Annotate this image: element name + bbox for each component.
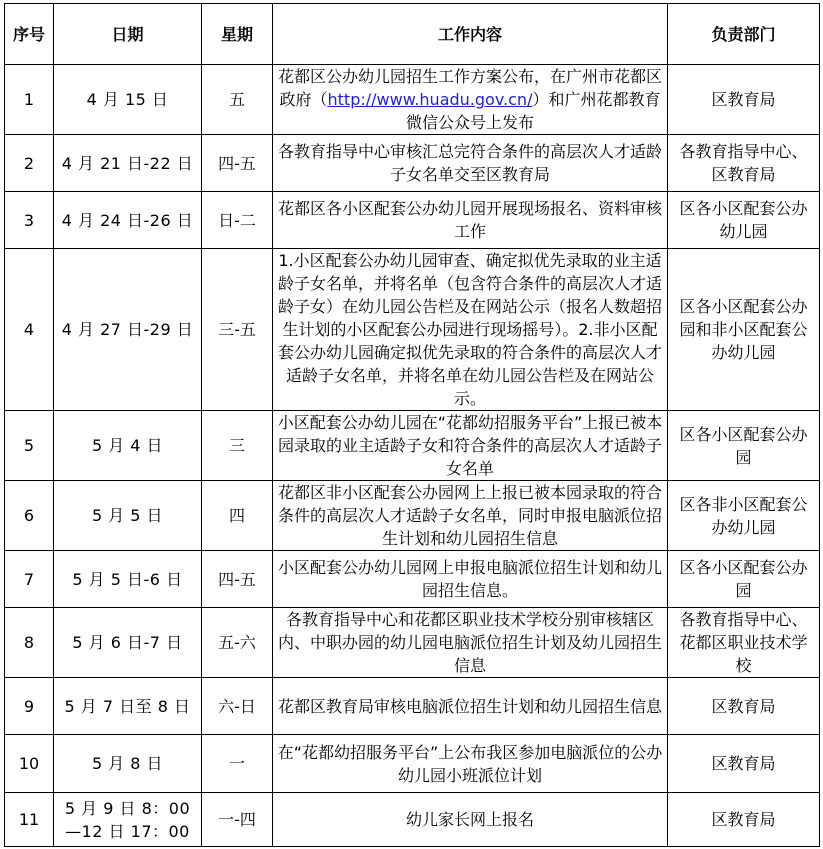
row-date: 4 月 27 日-29 日 bbox=[54, 249, 202, 411]
row-dept: 区教育局 bbox=[668, 793, 820, 847]
row-dept: 区各小区配套公办园和非小区配套公办幼儿园 bbox=[668, 249, 820, 411]
row-content: 各教育指导中心和花都区职业技术学校分别审核辖区内、中职办园的幼儿园电脑派位招生计划及幼儿园招生信息 bbox=[273, 608, 668, 678]
table-row bbox=[5, 481, 820, 551]
row-content-text: ）和广州花都教育微信公众号上发布 bbox=[405, 90, 661, 132]
row-weekday: 日-二 bbox=[202, 192, 273, 249]
table-header-row bbox=[5, 4, 820, 65]
row-content-text: 花都区公办幼儿园招生工作方案公布，在广州市花都区政府（ bbox=[277, 67, 662, 109]
row-date: 5 月 8 日 bbox=[54, 735, 202, 793]
table-row bbox=[5, 793, 820, 847]
row-seq: 5 bbox=[5, 411, 54, 481]
row-seq: 2 bbox=[5, 135, 54, 192]
header-content: 工作内容 bbox=[273, 4, 668, 65]
row-dept: 区教育局 bbox=[668, 678, 820, 735]
row-dept: 区各非小区配套公办幼儿园 bbox=[668, 481, 820, 551]
row-date: 4 月 24 日-26 日 bbox=[54, 192, 202, 249]
table-row bbox=[5, 411, 820, 481]
row-weekday: 四-五 bbox=[202, 551, 273, 608]
header-seq: 序号 bbox=[5, 4, 54, 65]
row-date: 5 月 4 日 bbox=[54, 411, 202, 481]
row-dept: 区各小区配套公办园 bbox=[668, 551, 820, 608]
row-dept: 区各小区配套公办幼儿园 bbox=[668, 192, 820, 249]
header-dept: 负责部门 bbox=[668, 4, 820, 65]
row-weekday: 一 bbox=[202, 735, 273, 793]
row-seq: 4 bbox=[5, 249, 54, 411]
row-weekday: 五 bbox=[202, 65, 273, 135]
table-row bbox=[5, 249, 820, 411]
row-content bbox=[273, 65, 668, 135]
enrollment-schedule-table bbox=[4, 3, 820, 847]
row-seq: 8 bbox=[5, 608, 54, 678]
row-weekday: 五-六 bbox=[202, 608, 273, 678]
row-seq: 9 bbox=[5, 678, 54, 735]
row-dept: 各教育指导中心、花都区职业技术学校 bbox=[668, 608, 820, 678]
row-content: 幼儿家长网上报名 bbox=[273, 793, 668, 847]
table-row bbox=[5, 608, 820, 678]
row-weekday: 三-五 bbox=[202, 249, 273, 411]
table-row bbox=[5, 135, 820, 192]
row-dept: 各教育指导中心、区教育局 bbox=[668, 135, 820, 192]
row-seq: 6 bbox=[5, 481, 54, 551]
row-content: 小区配套公办幼儿园在“花都幼招服务平台”上报已被本园录取的业主适龄子女和符合条件的高层次人才适龄子女名单 bbox=[273, 411, 668, 481]
table-row bbox=[5, 735, 820, 793]
header-date: 日期 bbox=[54, 4, 202, 65]
row-dept: 区教育局 bbox=[668, 65, 820, 135]
row-weekday: 六-日 bbox=[202, 678, 273, 735]
row-seq: 7 bbox=[5, 551, 54, 608]
row-date-line: —12 日 17：00 bbox=[65, 821, 190, 841]
row-date bbox=[54, 793, 202, 847]
row-content: 小区配套公办幼儿园网上申报电脑派位招生计划和幼儿园招生信息。 bbox=[273, 551, 668, 608]
row-weekday: 四 bbox=[202, 481, 273, 551]
row-seq: 10 bbox=[5, 735, 54, 793]
header-weekday: 星期 bbox=[202, 4, 273, 65]
row-content: 在“花都幼招服务平台”上公布我区参加电脑派位的公办幼儿园小班派位计划 bbox=[273, 735, 668, 793]
table-row bbox=[5, 192, 820, 249]
row-date: 5 月 7 日至 8 日 bbox=[54, 678, 202, 735]
row-content: 花都区非小区配套公办园网上上报已被本园录取的符合条件的高层次人才适龄子女名单，同时申报电脑派位招生计划和幼儿园招生信息 bbox=[273, 481, 668, 551]
table-row bbox=[5, 65, 820, 135]
row-date: 4 月 15 日 bbox=[54, 65, 202, 135]
row-content: 1.小区配套公办幼儿园审查、确定拟优先录取的业主适龄子女名单，并将名单（包含符合条件的高层次人才适龄子女）在幼儿园公告栏及在网站公示（报名人数超招生计划的小区配套公办园进行现场摇号）。2.非小区配套公办幼儿园确定拟优先录取的符合条件的高层次人才适龄子女名单，并将名单在幼儿园公告栏及在网站公示。 bbox=[273, 249, 668, 411]
row-date: 4 月 21 日-22 日 bbox=[54, 135, 202, 192]
table-row bbox=[5, 551, 820, 608]
row-seq: 1 bbox=[5, 65, 54, 135]
row-date: 5 月 6 日-7 日 bbox=[54, 608, 202, 678]
table-row bbox=[5, 678, 820, 735]
row-weekday: 三 bbox=[202, 411, 273, 481]
row-content: 花都区各小区配套公办幼儿园开展现场报名、资料审核工作 bbox=[273, 192, 668, 249]
row-dept: 区各小区配套公办园 bbox=[668, 411, 820, 481]
row-dept: 区教育局 bbox=[668, 735, 820, 793]
row-seq: 3 bbox=[5, 192, 54, 249]
row-content: 花都区教育局审核电脑派位招生计划和幼儿园招生信息 bbox=[273, 678, 668, 735]
row-content: 各教育指导中心审核汇总完符合条件的高层次人才适龄子女名单交至区教育局 bbox=[273, 135, 668, 192]
row-seq: 11 bbox=[5, 793, 54, 847]
row-date-line: 5 月 9 日 8：00 bbox=[64, 798, 191, 818]
row-weekday: 四-五 bbox=[202, 135, 273, 192]
website-link[interactable]: http://www.huadu.gov.cn/ bbox=[327, 90, 533, 109]
row-date: 5 月 5 日-6 日 bbox=[54, 551, 202, 608]
row-weekday: 一-四 bbox=[202, 793, 273, 847]
row-date: 5 月 5 日 bbox=[54, 481, 202, 551]
